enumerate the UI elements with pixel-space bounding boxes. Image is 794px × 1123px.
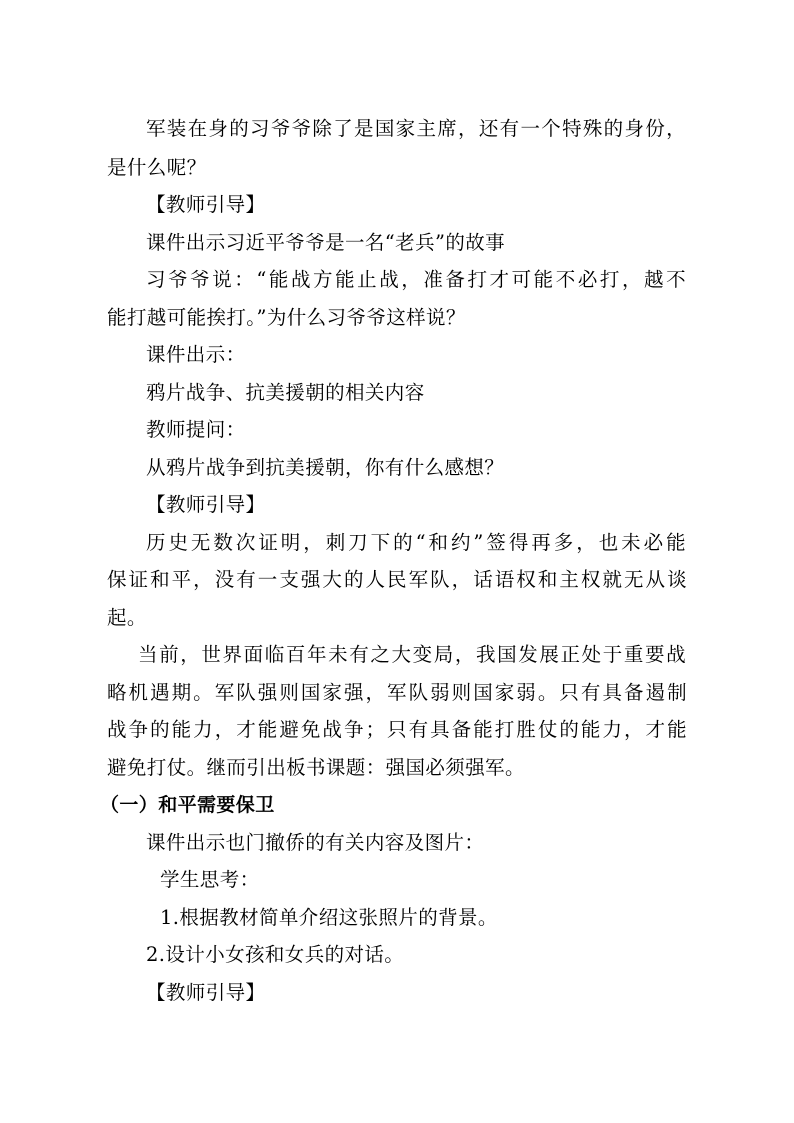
paragraph-line: 课件出示： [146, 343, 246, 366]
paragraph-line: 习爷爷说：“能战方能止战，准备打才可能不必打，越不 [146, 268, 686, 291]
paragraph-line: 起。 [107, 606, 147, 629]
paragraph-line: 保证和平，没有一支强大的人民军队，话语权和主权就无从谈 [107, 568, 687, 591]
paragraph-line: 当前，世界面临百年未有之大变局，我国发展正处于重要战 [138, 643, 686, 666]
paragraph-line: 能打越可能挨打。”为什么习爷爷这样说？ [107, 306, 466, 329]
paragraph-line: 鸦片战争、抗美援朝的相关内容 [146, 381, 425, 404]
paragraph-line: 从鸦片战争到抗美援朝，你有什么感想？ [146, 456, 505, 479]
paragraph-line: 军装在身的习爷爷除了是国家主席，还有一个特殊的身份， [146, 117, 686, 140]
paragraph-line: 历史无数次证明，刺刀下的“和约”签得再多，也未必能 [146, 531, 686, 554]
section-label: 【教师引导】 [146, 193, 266, 216]
section-label: 【教师引导】 [146, 981, 266, 1004]
paragraph-line: 学生思考： [160, 868, 260, 891]
list-item: 2.设计小女孩和女兵的对话。 [146, 943, 405, 966]
paragraph-line: 教师提问： [146, 418, 246, 441]
paragraph-line: 略机遇期。军队强则国家强，军队弱则国家弱。只有具备遏制 [107, 681, 687, 704]
list-item: 1.根据教材简单介绍这张照片的背景。 [160, 906, 498, 929]
section-heading: （一）和平需要保卫 [100, 794, 275, 816]
paragraph-line: 避免打仗。继而引出板书课题：强国必须强军。 [107, 756, 525, 779]
paragraph-line: 是什么呢？ [107, 156, 207, 179]
paragraph-line: 战争的能力，才能避免战争；只有具备能打胜仗的能力，才能 [107, 718, 687, 741]
section-label: 【教师引导】 [146, 493, 266, 516]
paragraph-line: 课件出示也门撤侨的有关内容及图片： [146, 831, 485, 854]
paragraph-line: 课件出示习近平爷爷是一名“老兵”的故事 [146, 231, 506, 254]
